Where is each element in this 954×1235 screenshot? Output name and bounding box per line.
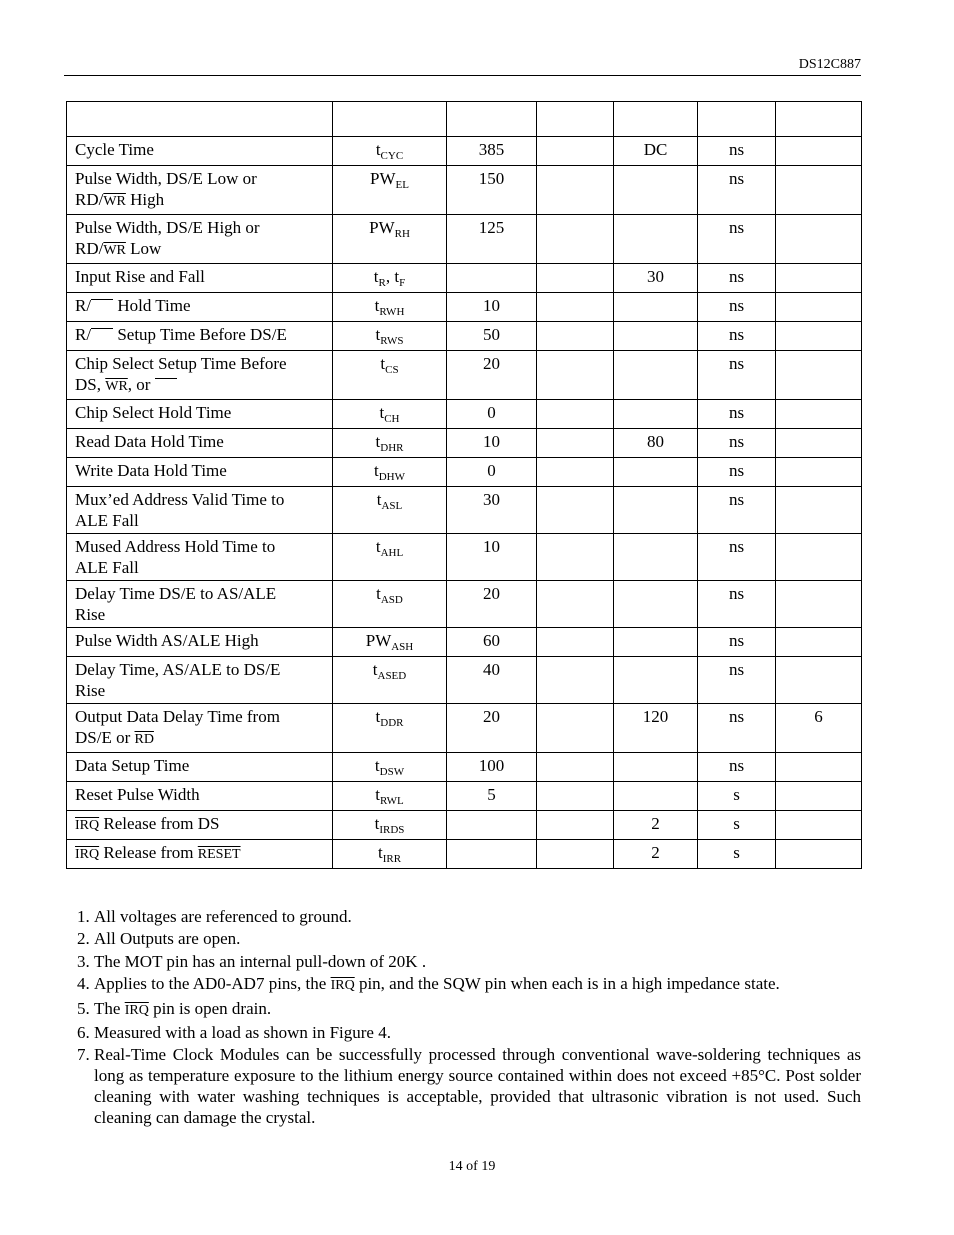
parameter-line-1: Delay Time DS/E to AS/ALE [75,584,277,603]
parameter-cell [67,215,333,264]
note-text: Measured with a load as shown in Figure 4. [94,1022,391,1042]
table-row [67,704,862,753]
max-cell [614,293,698,322]
table-row [67,657,862,704]
symbol-cell [333,581,447,628]
symbol-cell [333,657,447,704]
parameter-line-2-suffix: , or [127,375,155,394]
max-cell [614,628,698,657]
symbol-main: PW [365,631,392,650]
symbol-cell [333,322,447,351]
symbol-main: t [373,267,379,286]
units-cell: ns [698,753,776,782]
symbol-main: t [375,785,380,804]
parameter-prefix: R/ [75,296,92,315]
notes-cell [776,429,862,458]
units-cell: ns [698,487,776,534]
parameter-line-1: Mused Address Hold Time to [75,537,276,556]
parameter-line-2-suffix: Low [125,239,162,258]
table-row [67,400,862,429]
symbol-subscript: RH [394,228,410,240]
min-cell [447,811,537,840]
parameter-suffix: Release from DS [99,814,220,833]
header-cell [67,102,333,137]
ac-characteristics-table [66,101,862,869]
typ-cell [537,704,614,753]
max-cell [614,581,698,628]
note-item [94,928,861,949]
header-cell [698,102,776,137]
symbol-subscript: ASD [380,594,403,606]
min-cell: 10 [447,534,537,581]
max-cell: 2 [614,840,698,869]
min-cell: 30 [447,487,537,534]
min-cell: 10 [447,429,537,458]
typ-cell [537,215,614,264]
min-cell: 10 [447,293,537,322]
header-cell [537,102,614,137]
symbol-cell [333,458,447,487]
symbol-subscript: AHL [380,547,404,559]
min-cell: 40 [447,657,537,704]
active-low-blank [91,328,113,339]
symbol-cell [333,293,447,322]
units-cell: ns [698,400,776,429]
max-cell [614,351,698,400]
note-text-suffix: pin is open drain. [148,998,272,1018]
parameter-line-1: Delay Time, AS/ALE to DS/E [75,660,281,679]
min-cell: 385 [447,137,537,166]
notes-cell [776,322,862,351]
parameter-line-2-prefix: DS/E or [75,728,135,747]
max-cell [614,215,698,264]
parameter-text: Write Data Hold Time [75,461,227,480]
notes-cell [776,782,862,811]
header-cell [614,102,698,137]
symbol-cell [333,166,447,215]
table-row [67,137,862,166]
parameter-line-2: Rise [75,605,106,624]
table-row [67,534,862,581]
active-low-signal: RESET [197,847,241,862]
table-header-row [67,102,862,137]
note-text: All Outputs are open. [94,929,241,949]
note-item [94,1044,861,1128]
min-cell: 20 [447,704,537,753]
max-cell [614,782,698,811]
parameter-line-1: Mux’ed Address Valid Time to [75,490,285,509]
min-cell: 20 [447,351,537,400]
units-cell: ns [698,704,776,753]
symbol-cell [333,534,447,581]
symbol-subscript: RWL [379,795,404,807]
typ-cell [537,458,614,487]
parameter-line-2-prefix: RD/ [75,239,104,258]
table-row [67,429,862,458]
parameter-cell [67,137,333,166]
symbol-subscript: CH [384,413,400,425]
symbol-main: t [374,756,380,775]
symbol-cell [333,137,447,166]
units-cell: s [698,782,776,811]
active-low-signal: $\overline{WR}$ [103,243,126,258]
parameter-line-2: ALE Fall [75,558,139,577]
symbol-cell [333,782,447,811]
active-low-signal: $\overline{WR}$ [105,379,128,394]
units-cell: ns [698,322,776,351]
symbol-subscript: ASL [381,500,403,512]
units-cell: ns [698,215,776,264]
symbol-main: t [376,584,381,603]
active-low-signal: $\overline{WR}$ [103,194,126,209]
max-cell [614,657,698,704]
units-cell: s [698,811,776,840]
table-row [67,753,862,782]
typ-cell [537,753,614,782]
symbol-subscript: IRR [382,853,402,865]
parameter-cell [67,581,333,628]
typ-cell [537,782,614,811]
active-low-signal: $\overline{IRQ}$ [124,1002,149,1018]
units-cell: ns [698,458,776,487]
symbol-main: PW [370,169,396,188]
min-cell: 20 [447,581,537,628]
note-item [94,973,861,996]
max-cell: DC [614,137,698,166]
symbol-subscript: F [399,277,406,289]
parameter-line-2: ALE Fall [75,511,139,530]
symbol-subscript: DHR [380,442,404,454]
min-cell: 5 [447,782,537,811]
units-cell: ns [698,429,776,458]
max-cell: 30 [614,264,698,293]
active-low-signal: $\overline{RD}$ [134,732,154,747]
note-text: The MOT pin has an internal pull-down of 20K . [94,951,427,971]
parameter-cell [67,657,333,704]
parameter-cell [67,704,333,753]
parameter-text: Read Data Hold Time [75,432,224,451]
notes-cell [776,293,862,322]
parameter-cell [67,487,333,534]
parameter-cell [67,322,333,351]
parameter-prefix: R/ [75,325,92,344]
typ-cell [537,581,614,628]
symbol-main: t [373,461,379,480]
symbol-main: t [375,325,381,344]
typ-cell [537,137,614,166]
notes-cell [776,840,862,869]
parameter-cell [67,840,333,869]
table-row [67,166,862,215]
parameter-line-1: Output Data Delay Time from [75,707,280,726]
typ-cell [537,840,614,869]
notes-cell [776,458,862,487]
max-cell [614,400,698,429]
units-cell: ns [698,628,776,657]
note-item [94,906,861,927]
parameter-cell [67,400,333,429]
active-low-signal: $\overline{IRQ}$ [75,818,100,833]
max-cell: 120 [614,704,698,753]
units-cell: ns [698,351,776,400]
parameter-cell [67,811,333,840]
table-row [67,628,862,657]
max-cell [614,322,698,351]
notes-cell [776,215,862,264]
table-row [67,351,862,400]
symbol-main: t [375,432,381,451]
notes-cell [776,811,862,840]
symbol-main: t [376,490,382,509]
max-cell [614,487,698,534]
symbol-subscript: RWH [379,306,405,318]
symbol-cell [333,400,447,429]
units-cell: ns [698,581,776,628]
notes-cell: 6 [776,704,862,753]
symbol-main: t [375,707,381,726]
active-low-blank [155,378,177,389]
notes-cell [776,351,862,400]
active-low-signal: $\overline{IRQ}$ [75,847,100,862]
symbol-cell [333,840,447,869]
header-cell [333,102,447,137]
parameter-cell [67,429,333,458]
table-row [67,264,862,293]
symbol-subscript: RWS [380,335,404,347]
symbol-main: t [375,140,381,159]
table-row [67,840,862,869]
symbol-main: t [380,354,386,373]
units-cell: ns [698,534,776,581]
units-cell: ns [698,293,776,322]
min-cell: 125 [447,215,537,264]
parameter-text: Reset Pulse Width [75,785,200,804]
parameter-suffix: Hold Time [113,296,191,315]
notes-cell [776,581,862,628]
units-cell: s [698,840,776,869]
table-row [67,487,862,534]
typ-cell [537,487,614,534]
symbol-subscript: R [378,277,386,289]
page-number: 14 of 19 [448,1159,496,1174]
parameter-cell [67,753,333,782]
symbol-subscript: DHW [378,471,405,483]
min-cell [447,840,537,869]
note-text: All voltages are referenced to ground. [94,907,352,926]
symbol-subscript: IRDS [379,824,405,836]
symbol-separator: , t [385,267,400,286]
max-cell: 2 [614,811,698,840]
min-cell [447,264,537,293]
parameter-cell [67,351,333,400]
symbol-main: t [374,296,380,315]
table-row [67,581,862,628]
max-cell: 80 [614,429,698,458]
parameter-line-2-prefix: DS, [75,375,106,394]
symbol-cell [333,753,447,782]
table-row [67,293,862,322]
table-row [67,458,862,487]
notes-cell [776,628,862,657]
typ-cell [537,534,614,581]
parameter-line-1: Pulse Width, DS/E High or [75,218,260,237]
units-cell: ns [698,264,776,293]
note-text-prefix: The [94,998,125,1018]
parameter-line-2-prefix: RD/ [75,190,104,209]
parameter-line-1: Chip Select Setup Time Before [75,354,287,373]
symbol-main: PW [369,218,395,237]
parameter-line-1: Pulse Width, DS/E Low or [75,169,257,188]
symbol-main: t [379,403,385,422]
max-cell [614,753,698,782]
document-id: DS12C887 [798,57,861,72]
active-low-signal: $\overline{IRQ}$ [330,978,355,994]
notes-cell [776,657,862,704]
table-row [67,782,862,811]
parameter-cell [67,458,333,487]
typ-cell [537,400,614,429]
min-cell: 60 [447,628,537,657]
typ-cell [537,264,614,293]
header-cell [776,102,862,137]
typ-cell [537,166,614,215]
symbol-main: t [374,814,380,833]
typ-cell [537,657,614,704]
notes-cell [776,166,862,215]
symbol-subscript: EL [395,179,409,191]
table-row [67,811,862,840]
symbol-main: t [375,537,381,556]
note-item [94,998,861,1021]
parameter-text: Cycle Time [75,140,154,159]
symbol-subscript: CYC [380,150,404,162]
header-rule [64,75,861,76]
symbol-main: t [377,843,383,862]
parameter-text: Data Setup Time [75,756,190,775]
note-text-suffix: pin, and the SQW pin when each is in a high impedance state. [354,974,780,994]
units-cell: ns [698,137,776,166]
parameter-suffix: Setup Time Before DS/E [113,325,287,344]
units-cell: ns [698,657,776,704]
symbol-main: t [372,660,378,679]
notes-cell [776,400,862,429]
active-low-blank [91,299,113,310]
notes-cell [776,264,862,293]
symbol-subscript: ASED [377,670,407,682]
notes-list [66,906,861,1130]
symbol-cell [333,264,447,293]
header-cell [447,102,537,137]
symbol-subscript: DDR [380,717,404,729]
note-item [94,1022,861,1043]
min-cell: 50 [447,322,537,351]
symbol-cell [333,487,447,534]
symbol-subscript: CS [385,364,399,376]
parameter-cell [67,166,333,215]
parameter-middle: Release from [99,843,198,862]
parameter-cell [67,628,333,657]
note-text: Real-Time Clock Modules can be successfully processed through conventional wave-soldering techniques as long as temperature exposure to the lithium energy source contained within does not exceed +85°C. Post solder cleaning with water washing techniques is acceptable, provided that ultrasonic vibration is not used. Such cleaning can damage the crystal. [94,1045,861,1128]
parameter-line-2-suffix: High [125,190,165,209]
typ-cell [537,322,614,351]
typ-cell [537,429,614,458]
max-cell [614,534,698,581]
symbol-cell [333,351,447,400]
notes-cell [776,534,862,581]
typ-cell [537,628,614,657]
parameter-cell [67,534,333,581]
symbol-cell [333,429,447,458]
typ-cell [537,351,614,400]
notes-cell [776,753,862,782]
parameter-cell [67,264,333,293]
parameter-line-2: Rise [75,681,106,700]
note-text-prefix: Applies to the AD0-AD7 pins, the [94,974,331,994]
min-cell: 0 [447,400,537,429]
max-cell [614,166,698,215]
typ-cell [537,293,614,322]
note-item [94,951,861,972]
symbol-subscript: DSW [379,766,405,778]
parameter-text: Chip Select Hold Time [75,403,232,422]
typ-cell [537,811,614,840]
notes-cell [776,137,862,166]
table-row [67,215,862,264]
symbol-cell [333,704,447,753]
parameter-cell [67,782,333,811]
symbol-cell [333,215,447,264]
notes-cell [776,487,862,534]
max-cell [614,458,698,487]
parameter-text: Input Rise and Fall [75,267,205,286]
symbol-cell [333,628,447,657]
symbol-cell [333,811,447,840]
parameter-text: Pulse Width AS/ALE High [75,631,259,650]
symbol-subscript: ASH [391,641,414,653]
table-row [67,322,862,351]
min-cell: 100 [447,753,537,782]
parameter-cell [67,293,333,322]
min-cell: 150 [447,166,537,215]
units-cell: ns [698,166,776,215]
min-cell: 0 [447,458,537,487]
